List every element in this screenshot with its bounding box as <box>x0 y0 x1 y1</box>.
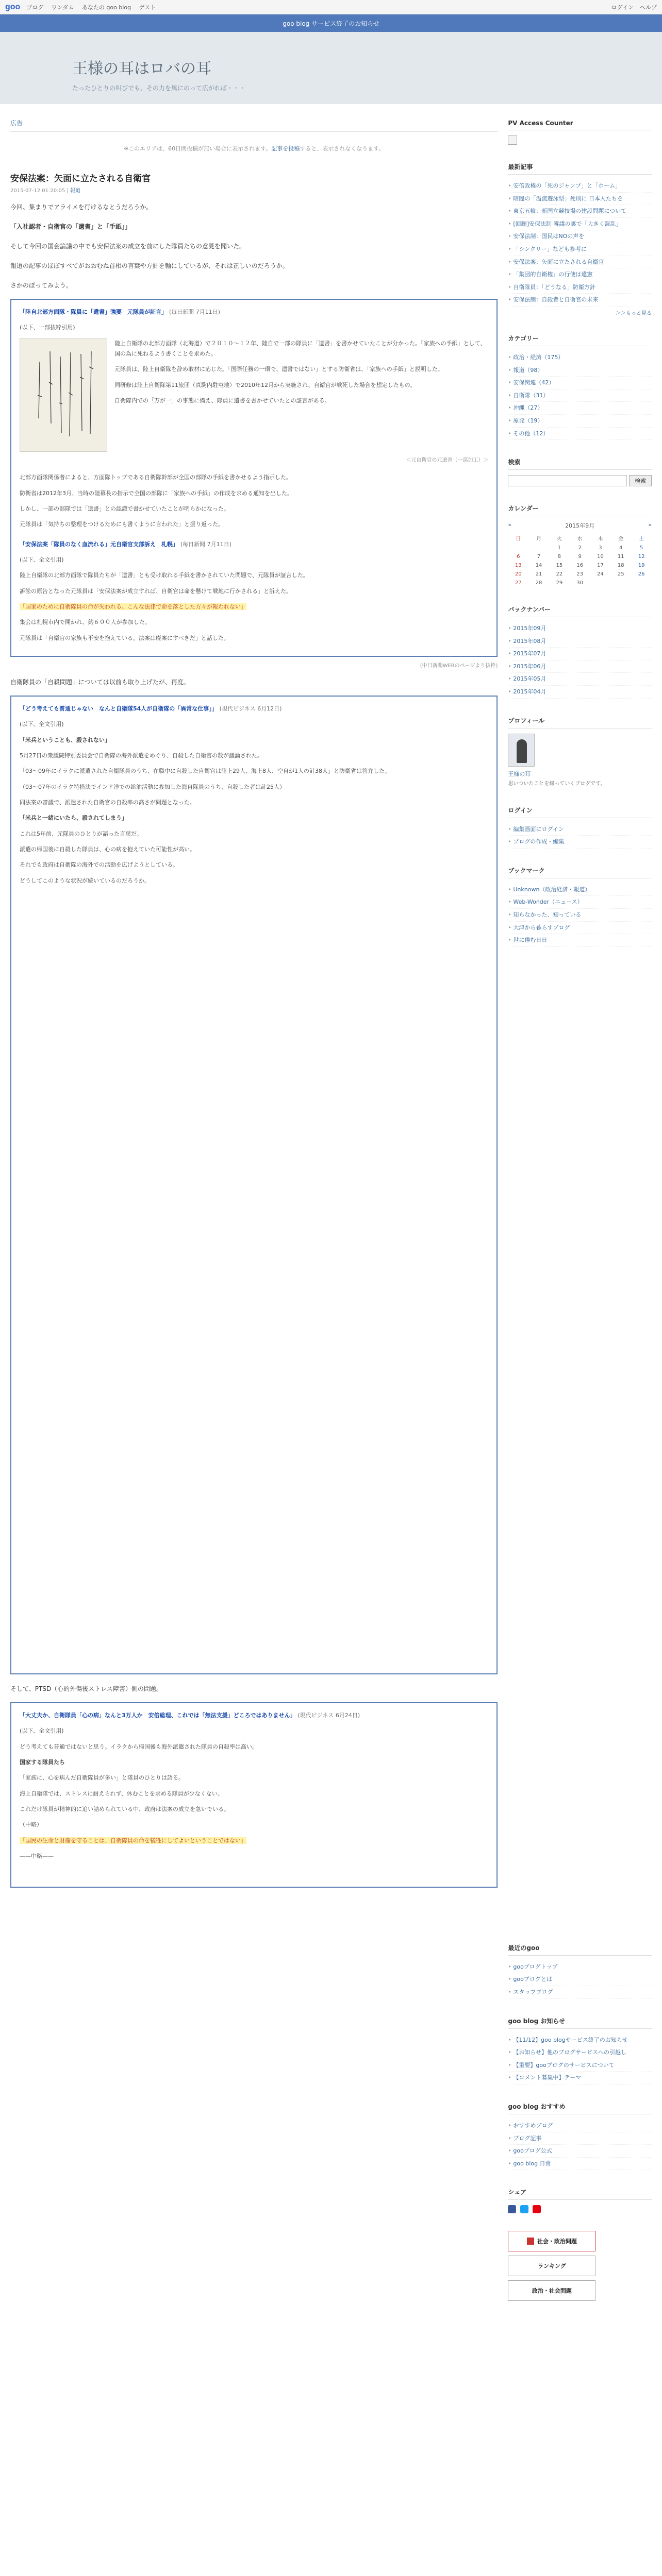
search-input[interactable] <box>508 475 627 486</box>
goo-link[interactable]: • スタッフブログ <box>508 1986 652 1999</box>
calendar-next-link[interactable]: » <box>648 521 652 529</box>
quote-title <box>20 704 488 714</box>
bookmark-link[interactable]: • 知らなかった、知っている <box>508 909 652 922</box>
calendar-day: 17 <box>597 563 604 569</box>
banner-label: ランキング <box>538 2263 566 2270</box>
calendar-day-header: 月 <box>536 536 542 543</box>
bookmark-widget <box>508 866 652 947</box>
service-end-notice[interactable] <box>0 14 662 32</box>
blog-title[interactable]: 王様の耳はロバの耳 <box>72 60 211 78</box>
login-link[interactable]: • 編集画面にログイン <box>508 823 652 836</box>
quote-title-text: 「安保法案「隊員のなく血流れる」元自衛官支部訴え 札幌」 <box>20 540 178 548</box>
calendar-day-header: 水 <box>577 536 583 543</box>
sidebar <box>508 104 652 2318</box>
recommend-link[interactable]: • おすすめブログ <box>508 2120 652 2132</box>
calendar-day: 9 <box>578 554 582 560</box>
avatar[interactable] <box>508 734 535 767</box>
calendar-day: 3 <box>599 545 602 551</box>
quote-paragraph: 「家族に、心を病んだ自衛隊員が多い」と隊員のひとりは語る。 <box>20 1774 184 1782</box>
top-nav-item[interactable]: ワンダム <box>51 4 74 11</box>
quote-paragraph: 陸上自衛隊の北部方面隊（北海道）で２０１０～１２年、陸自で一部の隊員に「遺書」を書かせていたことが分かった。「家族への手紙」として、国の為に死ねるよう書くことを求めた。 <box>114 340 486 358</box>
help-link[interactable]: ヘルプ <box>640 4 657 11</box>
category-link[interactable]: • 政治・経済（175） <box>508 351 652 364</box>
profile-widget <box>508 716 652 788</box>
calendar-widget <box>508 504 652 587</box>
entry-paragraph: そして今回の国会論議の中でも安保法案の成立を前にした隊員たちの意見を聞いた。 <box>10 243 246 250</box>
top-nav <box>26 3 162 11</box>
quote-sub: (以下、全文引用) <box>20 556 64 563</box>
quote-source: (毎日新聞 7月11日) <box>169 309 220 315</box>
ranking-banner[interactable] <box>508 2256 595 2276</box>
calendar-day: 29 <box>556 580 563 586</box>
ranking-banner[interactable] <box>508 2231 595 2251</box>
social-icons <box>508 2205 652 2213</box>
category-widget <box>508 334 652 440</box>
quote-heading: 「米兵ということも、殺されない」 <box>20 736 110 743</box>
recent-post-link[interactable]: • 安保法制：国民はNOの声を <box>508 230 652 243</box>
quote-paragraph <box>20 1836 488 1846</box>
profile-name[interactable]: 王様の耳 <box>508 770 531 777</box>
quote-title-text: 「陸自北部方面隊・隊員に「遺書」強要 元隊員が証言」 <box>20 309 167 315</box>
handwritten-letter-image <box>20 338 107 452</box>
quote-paragraph <box>20 602 488 612</box>
bookmark-link[interactable]: • Unknown（政治経済・報道） <box>508 884 652 896</box>
quote-paragraph: 「03～09年にイラクに派遣された自衛隊員のうち、在職中に自殺した自衛官は陸上29人、海上8人、空自が1人の計38人」と防衛省は答弁した。 <box>20 768 390 775</box>
calendar-day: 12 <box>638 554 645 560</box>
entry-title[interactable]: 安保法案：矢面に立たされる自衛官 <box>10 174 151 184</box>
category-link[interactable]: • 安保関連（42） <box>508 377 652 389</box>
entry-paragraph: さかのぼってみよう。 <box>10 282 73 289</box>
calendar-day <box>508 544 528 552</box>
highlighted-quote: 「国家のために自衛隊員の命が失われる。こんな法律で命を落とした方々が報われない」 <box>20 603 246 610</box>
entry-paragraph: そして、PTSD（心的外傷後ストレス障害）側の問題。 <box>10 1685 162 1692</box>
backnumber-link[interactable]: • 2015年05月 <box>508 673 652 686</box>
calendar-day <box>631 579 652 587</box>
calendar-day: 7 <box>537 554 541 560</box>
quote-paragraph: どうしてこのような状況が続いているのだろうか。 <box>20 877 150 884</box>
quote-source: (現代ビジネス 6月12日) <box>219 705 282 712</box>
search-widget <box>508 457 652 486</box>
widget-title: カテゴリー <box>508 334 652 346</box>
category-link[interactable]: • 自衛隊（31） <box>508 389 652 402</box>
quote-heading: 「米兵と一緒にいたら、殺されてしまう」 <box>20 815 127 822</box>
entry-paragraph: 自衛隊員の「自殺問題」については以前も取り上げたが、再度。 <box>10 678 190 686</box>
calendar-day-header: 日 <box>516 536 521 543</box>
calendar-day: 27 <box>515 580 522 586</box>
calendar-day: 20 <box>515 571 522 578</box>
quote-title <box>20 539 488 550</box>
top-nav-item[interactable]: あなたの goo blog <box>81 4 131 11</box>
widget-title: 検索 <box>508 457 652 470</box>
calendar-month: 2015年9月 <box>565 522 595 530</box>
top-bar <box>0 0 662 14</box>
entry-heading: 「入社認者・自衛官の「遺書」と「手紙」」 <box>10 223 131 230</box>
banner-label: 社会・政治問題 <box>537 2238 577 2245</box>
widget-title: カレンダー <box>508 504 652 516</box>
category-link[interactable]: • その他（12） <box>508 428 652 440</box>
quote-paragraph: 訴訟の原告となった元隊員は「安保法案が成立すれば、自衛官は命を懸けて戦地に行かされる」と訴えた。 <box>20 587 292 595</box>
quote-source: (毎日新聞 7月11日) <box>180 540 231 548</box>
main-column <box>10 104 498 2318</box>
news-link[interactable]: • 【重要】gooブログのサービスについて <box>508 2059 652 2072</box>
backnumber-link[interactable]: • 2015年04月 <box>508 686 652 699</box>
calendar-day: 11 <box>617 554 624 560</box>
recommend-link[interactable]: • goo blog 日常 <box>508 2158 652 2171</box>
calendar-header <box>508 521 652 530</box>
goo-link[interactable]: • gooブログとは <box>508 1973 652 1986</box>
quote-paragraph: 同法案の審議で、派遣された自衛官の自殺率の高さが問題となった。 <box>20 799 195 806</box>
calendar-day: 18 <box>617 563 624 569</box>
goo-logo[interactable]: goo <box>5 2 21 11</box>
quote-paragraph: これは5年前、元隊員のひとりが語った言葉だ。 <box>20 830 142 837</box>
calendar-day <box>590 579 611 587</box>
calendar-day: 1 <box>557 545 561 551</box>
hatena-icon[interactable] <box>533 2205 541 2213</box>
sidebar-spacer <box>508 964 652 1943</box>
quote-sub: (以下、全文引用) <box>20 721 64 728</box>
calendar-day: 8 <box>557 554 561 560</box>
recent-post-link[interactable]: • 安保法制：自殺者と自衛官の未来 <box>508 294 652 307</box>
recent-post-link[interactable]: • 自衛隊員：「どうなる」防衛方針 <box>508 281 652 294</box>
news-link[interactable]: • 【11/12】goo blogサービス終了のお知らせ <box>508 2034 652 2047</box>
widget-title: goo blog お知らせ <box>508 2016 652 2029</box>
widget-title: ブックマーク <box>508 866 652 878</box>
widget-title: PV Access Counter <box>508 120 652 130</box>
share-widget <box>508 2188 652 2213</box>
entry-paragraph: 報道の記事のほぼすべてがおおむね首相の言葉や方針を軸にしているが、それは正しいのだろうか。 <box>10 262 289 269</box>
quote-paragraph: ——中略—— <box>20 1853 54 1860</box>
entry-body <box>10 201 498 292</box>
quote-sub: (以下、一部抜粋引用) <box>20 324 75 331</box>
top-nav-item[interactable]: ゲスト <box>139 4 156 11</box>
recent-posts-widget <box>508 162 652 316</box>
quote-source: (現代ビジネス 6月24日) <box>297 1711 360 1719</box>
bookmark-link[interactable]: • 大津から暮らすブログ <box>508 922 652 935</box>
highlighted-quote: 「国民の生命と財産を守ることは、自衛隊員の命を犠牲にしてよいということではない」 <box>20 1837 246 1844</box>
recent-post-link[interactable]: • 東京五輪：新国立競技場の建設問題について <box>508 205 652 218</box>
entry-intro: 今回、集まりでアライメを行けるなとうだろうか。 <box>10 204 153 211</box>
ad-note <box>10 144 498 152</box>
ranking-mark-icon <box>527 2238 534 2245</box>
quote-paragraph: （03～07年のイラク特措法でインド洋での給油活動に参加した海自隊員のうち、自殺した者は計25人） <box>20 783 285 790</box>
ad-label: 広告 <box>10 118 498 132</box>
top-nav-item[interactable]: ブログ <box>26 4 44 11</box>
entry-meta: 2015-07-12 01:20:05 | 報道 <box>10 188 80 194</box>
recent-post-link[interactable]: • 暗闇の「溢流遊泳型」死刑に 日本人たちを <box>508 193 652 206</box>
post-article-link[interactable]: 記事を投稿 <box>271 145 300 152</box>
recommend-widget <box>508 2102 652 2170</box>
quote-block <box>10 696 498 1674</box>
entry-body <box>10 1683 498 1695</box>
backnumber-widget <box>508 605 652 699</box>
backnumber-link[interactable]: • 2015年08月 <box>508 635 652 648</box>
news-link[interactable]: • 【お知らせ】他のブログサービスへの引越し <box>508 2046 652 2059</box>
quote-paragraph: 防衛省は2012年3月、当時の陸幕長の指示で全国の部隊に「家族への手紙」の作成を求める通知を出した。 <box>20 489 293 497</box>
backnumber-link[interactable]: • 2015年07月 <box>508 648 652 660</box>
widget-title: 最近のgoo <box>508 1943 652 1956</box>
quote-paragraph: 自衛隊内での「万が一」の事態に備え、隊員に遺書を書かせていたとの証言がある。 <box>114 397 330 404</box>
search-row <box>508 475 652 486</box>
calendar-day: 16 <box>576 563 584 569</box>
quote-heading: 国家する隊員たち <box>20 1759 65 1766</box>
recent-post-link[interactable]: • 安保法案：矢面に立たされる自衛官 <box>508 256 652 269</box>
calendar-day: 19 <box>638 563 645 569</box>
search-button[interactable]: 検索 <box>629 475 652 486</box>
banner-label: 政治・社会問題 <box>532 2287 572 2295</box>
widget-title: プロフィール <box>508 716 652 728</box>
widget-title: goo blog おすすめ <box>508 2102 652 2114</box>
entry-date: 2015-07-12 01:20:05 <box>10 188 65 194</box>
recommend-link[interactable]: • ブログ記事 <box>508 2132 652 2145</box>
calendar-day: 2 <box>578 545 582 551</box>
quote-title-text: 「大丈夫か、自衛隊員「心の病」なんと3万人か 安倍総理、これでは「無法支援」どころではありません」 <box>20 1711 296 1719</box>
blog-description: たったひとりの叫びでも、その力を風にのって広がれば・・・ <box>72 84 245 92</box>
calendar-day-header: 木 <box>598 536 603 543</box>
quote-paragraph: それでも政府は自衛隊の海外での活動を広げようとしている。 <box>20 861 178 869</box>
bookmark-link[interactable]: • Web-Wonder（ニュース） <box>508 896 652 909</box>
quote-paragraph: どう考えても普通ではないと思う。イラクから帰国後も海外派遣された隊員の自殺率は高い。 <box>20 1743 258 1750</box>
calendar-table <box>508 533 652 587</box>
calendar-day: 10 <box>597 554 604 560</box>
calendar-day-header: 火 <box>556 536 562 543</box>
access-counter-widget <box>508 120 652 145</box>
widget-title: シェア <box>508 2188 652 2200</box>
goo-link[interactable]: • gooブログトップ <box>508 1961 652 1974</box>
calendar-day: 15 <box>556 563 563 569</box>
category-link[interactable]: • 沖縄（27） <box>508 402 652 415</box>
image-caption: ＜元自衛官の元遺書（一部加工）＞ <box>406 457 489 463</box>
calendar-day: 22 <box>556 571 563 578</box>
calendar-day: 30 <box>576 580 584 586</box>
calendar-day: 13 <box>515 563 522 569</box>
quote-paragraph: 陸上自衛隊の北部方面隊で隊員たちが「遺書」とも受け取れる手紙を書かされていた問題で、元隊員が証言した。 <box>20 572 309 579</box>
quote-paragraph: 元隊員は「自衛官の家族も不安を抱えている。法案は廃案にすべきだ」と話した。 <box>20 634 229 641</box>
quote-paragraph: しかし、一部の部隊では「遺書」との認識で書かせていたことが明らかになった。 <box>20 505 229 512</box>
create-blog-link[interactable]: • ブログの作成・編集 <box>508 836 652 849</box>
notice-text[interactable]: goo blog サービス終了のお知らせ <box>283 20 379 27</box>
calendar-day: 4 <box>619 545 623 551</box>
ranking-banners <box>508 2231 652 2301</box>
quote-title <box>20 307 488 317</box>
category-link[interactable]: • 報道（98） <box>508 364 652 377</box>
entry-body <box>10 676 498 688</box>
widget-title: バックナンバー <box>508 605 652 617</box>
calendar-day-header: 金 <box>618 536 624 543</box>
page-wrap <box>0 104 662 2318</box>
goo-widget <box>508 1943 652 1999</box>
top-right-links <box>611 3 657 11</box>
recent-post-link[interactable]: • 「集団的自衛権」の行使は違憲 <box>508 268 652 281</box>
calendar-day: 24 <box>597 571 604 578</box>
entry-category[interactable]: 報道 <box>70 188 80 194</box>
blog-header <box>0 32 662 104</box>
quote-paragraph: 派遣の帰国後に自殺した隊員は、心の病を抱えていた可能性が高い。 <box>20 846 195 853</box>
counter-image-icon <box>508 135 517 145</box>
calendar-day: 6 <box>517 554 520 560</box>
login-widget <box>508 806 652 849</box>
recent-post-link[interactable]: • 「シンクリー」なども参考に <box>508 243 652 256</box>
quote-paragraph: 元隊員は「気持ちの整理をつけるためにも書くように言われた」と振り返った。 <box>20 521 224 528</box>
quote-paragraph: これだけ隊員が精神的に追い詰められている中、政府は法案の成立を急いでいる。 <box>20 1806 229 1813</box>
ad-note-text: ※このエリアは、60日間投稿が無い場合に表示されます。 <box>123 145 272 152</box>
facebook-icon[interactable] <box>508 2205 516 2213</box>
login-link[interactable]: ログイン <box>611 4 634 11</box>
avatar-figure-icon <box>517 739 527 763</box>
recent-post-link[interactable]: • 安倍政権の「死のジャンプ」と「ホーム」 <box>508 180 652 193</box>
backnumber-link[interactable]: • 2015年09月 <box>508 622 652 635</box>
calendar-day <box>528 544 549 552</box>
quote-sub: (以下、全文引用) <box>20 1727 64 1735</box>
recommend-link[interactable]: • gooブログ公式 <box>508 2145 652 2158</box>
calendar-day: 26 <box>638 571 645 578</box>
calendar-day: 5 <box>639 545 643 551</box>
quote-paragraph: 海上自衛隊では、ストレスに耐えられず、休むことを求める隊員が少なくない。 <box>20 1790 223 1797</box>
calendar-day: 25 <box>617 571 624 578</box>
calendar-day <box>610 579 631 587</box>
quote-block <box>10 299 498 657</box>
category-link[interactable]: • 原発（19） <box>508 415 652 428</box>
more-link[interactable]: ＞＞もっと見る <box>616 310 652 316</box>
calendar-day-header: 土 <box>639 536 644 543</box>
ranking-banner[interactable] <box>508 2280 595 2301</box>
quote-paragraph: （中略） <box>20 1821 42 1828</box>
recent-post-link[interactable]: • [回顧]安保法制 審議の裏で「大きく混乱」 <box>508 218 652 231</box>
quote-title-text: 「どう考えても普通じゃない なんと自衛隊54人が自衛隊の「異常な仕事」」 <box>20 705 218 712</box>
profile-description: 思いついたことを綴っていくブログです。 <box>508 781 606 787</box>
quote-title <box>20 1710 488 1721</box>
calendar-day: 14 <box>535 563 542 569</box>
backnumber-link[interactable]: • 2015年06月 <box>508 660 652 673</box>
calendar-prev-link[interactable]: « <box>508 521 512 529</box>
calendar-day: 23 <box>576 571 584 578</box>
calendar-day: 21 <box>535 571 542 578</box>
quote-paragraph: 5月27日の衆議院特別委員会で自衛隊の海外派遣をめぐり、自殺した自衛官の数が議論された。 <box>20 752 263 759</box>
widget-title: ログイン <box>508 806 652 818</box>
letter-ink <box>29 346 98 444</box>
quote-paragraph: 同研修は陸上自衛隊第11旅団（真駒内駐屯地）で2010年12月から実施され、自衛官が戦死した場合を想定したもの。 <box>114 381 416 388</box>
quote-paragraph: 北部方面隊関係者によると、方面隊トップである自衛隊幹部が全国の部隊の手紙を書かせるよう指示した。 <box>20 474 292 481</box>
quote-attribution: (中日新聞WEBのページより抜粋) <box>420 663 498 669</box>
calendar-day: 28 <box>535 580 542 586</box>
quote-block <box>10 1702 498 1888</box>
twitter-icon[interactable] <box>520 2205 528 2213</box>
bookmark-link[interactable]: • 世に倦む日日 <box>508 934 652 947</box>
quote-paragraph: 元隊員は、陸上自衛隊を辞め取材に応じた。「国際任務の一環で、遺書ではない」とする防衛省は、「家族への手紙」と説明した。 <box>114 366 443 373</box>
news-link[interactable]: • 【コメント募集中】テーマ <box>508 2072 652 2084</box>
widget-title: 最新記事 <box>508 162 652 175</box>
ad-note-suffix: すると、表示されなくなります。 <box>300 145 385 152</box>
news-widget <box>508 2016 652 2084</box>
quote-paragraph: 集会は札幌市内で開かれ、約６００人が参加した。 <box>20 619 151 626</box>
